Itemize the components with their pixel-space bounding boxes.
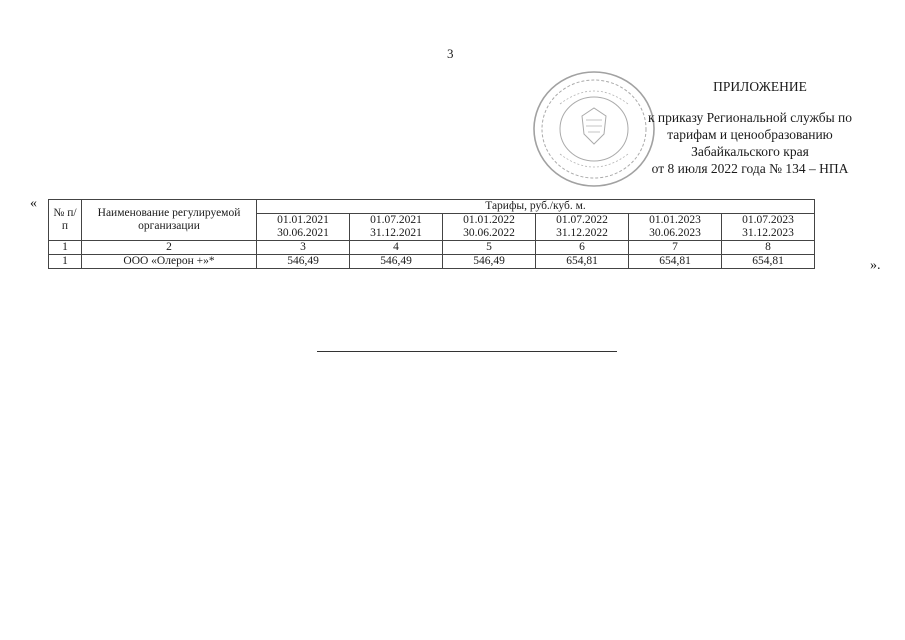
tariff-table [48,199,815,269]
header-period: 01.01.2022 30.06.2022 [443,214,536,241]
column-index-row [49,241,815,255]
separator-line [317,351,617,352]
tariff-value: 654,81 [536,255,629,269]
column-index: 6 [536,241,629,255]
appendix-line: к приказу Региональной службы по [647,110,853,125]
column-index: 4 [350,241,443,255]
appendix-line: Забайкальского края [691,144,809,159]
tariff-value: 654,81 [722,255,815,269]
tariff-value: 546,49 [257,255,350,269]
row-number: 1 [49,255,82,269]
appendix-block [600,78,900,177]
tariff-value: 546,49 [350,255,443,269]
closing-quote: ». [870,258,881,273]
appendix-title: ПРИЛОЖЕНИЕ [713,79,807,94]
tariff-value: 546,49 [443,255,536,269]
column-index: 2 [82,241,257,255]
column-index: 5 [443,241,536,255]
opening-quote: « [30,196,37,211]
appendix-line: тарифам и ценообразованию [667,127,833,142]
appendix-line: от 8 июля 2022 года № 134 – НПА [651,161,849,176]
tariff-value: 654,81 [629,255,722,269]
header-organization: Наименование регулируемой организации [82,200,257,241]
table-row [49,255,815,269]
header-period: 01.07.2022 31.12.2022 [536,214,629,241]
column-index: 3 [257,241,350,255]
header-number: № п/п [49,200,82,241]
column-index: 7 [629,241,722,255]
column-index: 1 [49,241,82,255]
organization-name: ООО «Олерон +»* [82,255,257,269]
header-period: 01.01.2023 30.06.2023 [629,214,722,241]
header-period: 01.01.2021 30.06.2021 [257,214,350,241]
header-period: 01.07.2021 31.12.2021 [350,214,443,241]
page-number: 3 [447,46,454,61]
header-tariffs: Тарифы, руб./куб. м. [257,200,815,214]
header-period: 01.07.2023 31.12.2023 [722,214,815,241]
column-index: 8 [722,241,815,255]
